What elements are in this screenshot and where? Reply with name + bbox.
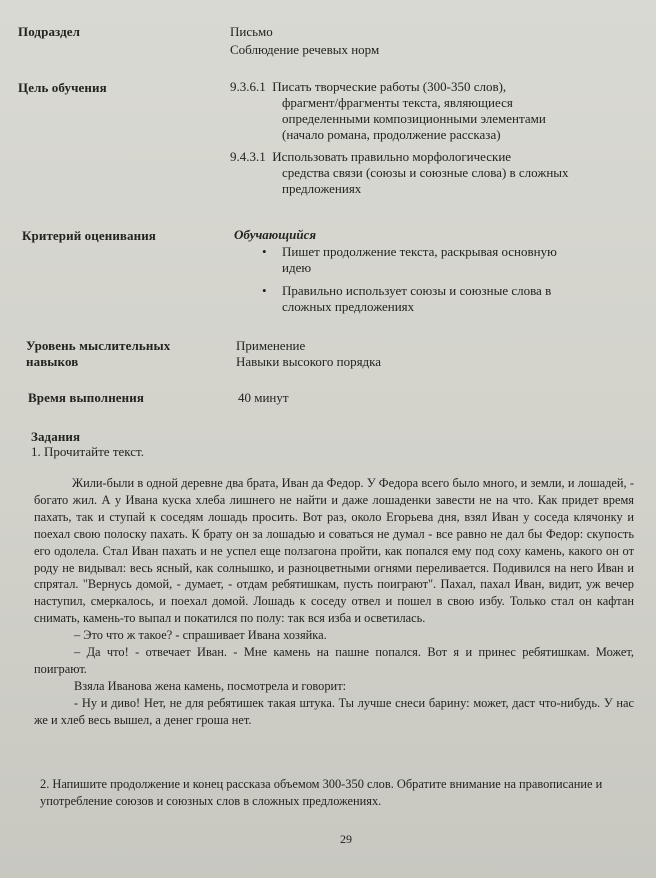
task1-instruction: 1. Прочитайте текст. bbox=[31, 444, 144, 459]
thinking-line: Навыки высокого порядка bbox=[236, 354, 382, 369]
objective-code: 9.3.6.1 bbox=[230, 79, 266, 94]
subsection-label: Подраздел bbox=[18, 24, 81, 39]
task2-instruction: 2. Напишите продолжение и конец рассказа объемом 300-350 слов. Обратите внимание на правописание и употребление союзов и союзных слов в сложных предложениях. bbox=[40, 777, 603, 808]
objective-line: предложениях bbox=[282, 181, 362, 196]
thinking-label bbox=[26, 338, 170, 370]
criteria-line: Пишет продолжение текста, раскрывая основную bbox=[282, 244, 557, 259]
time-label: Время выполнения bbox=[28, 390, 144, 405]
criteria-bullet bbox=[262, 283, 622, 315]
story-paragraph: Жили-были в одной деревне два брата, Иван да Федор. У Федора всего было много, и земли, и лошадей, - богато жил. А у Ивана куска хлеба лишнего не найти и даже лошаденки завести не на что. Как придет время пахать, так и ступай к соседям лошадь просить. Вот раз, около Егорьева дня, взял Иван у соседа клячонку и поехал свою полоску пахать. К брату он за лошадью и соваться не думал - все равно не дал бы Федор: скупость его одолела. Стал Иван пахать и не успел еще ползагона пройти, как попался ему под соху камень, какого он от роду не видывал: весь ясный, как солнышко, и разноцветными огнями переливается. Подивился на него Иван и спрятал. "Вернусь домой, - думает, - отдам ребятишкам, пусть поиграют". Пахал, пахал Иван, видит, уж вечер наступил, смеркалось, и поехал домой. Лошадь к соседу отвел и пошел в свою избу. Только стал он кафтан снимать, камень-то выпал и покатился по полу: так вся изба и осветилась. bbox=[34, 476, 634, 626]
time-value: 40 минут bbox=[238, 390, 289, 405]
story-paragraph: - Ну и диво! Нет, не для ребятишек такая штука. Ты лучше снеси барину: может, даст что-нибудь. У нас же и хлеб весь вышел, а денег гроша нет. bbox=[34, 695, 634, 727]
objective-label: Цель обучения bbox=[18, 80, 107, 95]
objective-line: средства связи (союзы и союзные слова) в сложных bbox=[282, 165, 569, 180]
objective-item bbox=[230, 79, 630, 143]
objective-line: фрагмент/фрагменты текста, являющиеся bbox=[282, 95, 513, 110]
thinking-value bbox=[236, 338, 381, 370]
objective-line: определенными композиционными элементами bbox=[282, 111, 546, 126]
criteria-bullet bbox=[262, 244, 622, 276]
criteria-line: Правильно использует союзы и союзные слова в bbox=[282, 283, 552, 298]
objective-item bbox=[230, 149, 630, 197]
bullet-icon: • bbox=[262, 283, 267, 298]
criteria-learner: Обучающийся bbox=[234, 227, 317, 242]
subsection-value bbox=[230, 24, 379, 58]
story-paragraph: Взяла Иванова жена камень, посмотрела и говорит: bbox=[74, 678, 347, 693]
thinking-line: Применение bbox=[236, 338, 306, 353]
story-paragraph: – Да что! - отвечает Иван. - Мне камень на пашне попался. Вот я и принес ребятишкам. Может, поиграют. bbox=[34, 645, 634, 676]
subsection-line: Соблюдение речевых норм bbox=[230, 42, 380, 57]
objective-list bbox=[230, 79, 630, 197]
page-number: 29 bbox=[340, 832, 352, 846]
tasks-title: Задания bbox=[31, 429, 81, 444]
objective-code: 9.4.3.1 bbox=[230, 149, 266, 164]
objective-line: (начало романа, продолжение рассказа) bbox=[282, 127, 501, 142]
objective-text: Использовать правильно морфологические bbox=[272, 149, 512, 164]
criteria-line: сложных предложениях bbox=[282, 299, 415, 314]
story-paragraph: – Это что ж такое? - спрашивает Ивана хозяйка. bbox=[74, 628, 327, 643]
subsection-line: Письмо bbox=[230, 24, 273, 39]
bullet-icon: • bbox=[262, 244, 267, 259]
objective-text: Писать творческие работы (300-350 слов), bbox=[272, 79, 507, 94]
thinking-label-line: навыков bbox=[26, 354, 79, 369]
criteria-label: Критерий оценивания bbox=[22, 228, 156, 243]
criteria-line: идею bbox=[282, 260, 312, 275]
thinking-label-line: Уровень мыслительных bbox=[26, 338, 171, 353]
story-text bbox=[34, 475, 634, 729]
